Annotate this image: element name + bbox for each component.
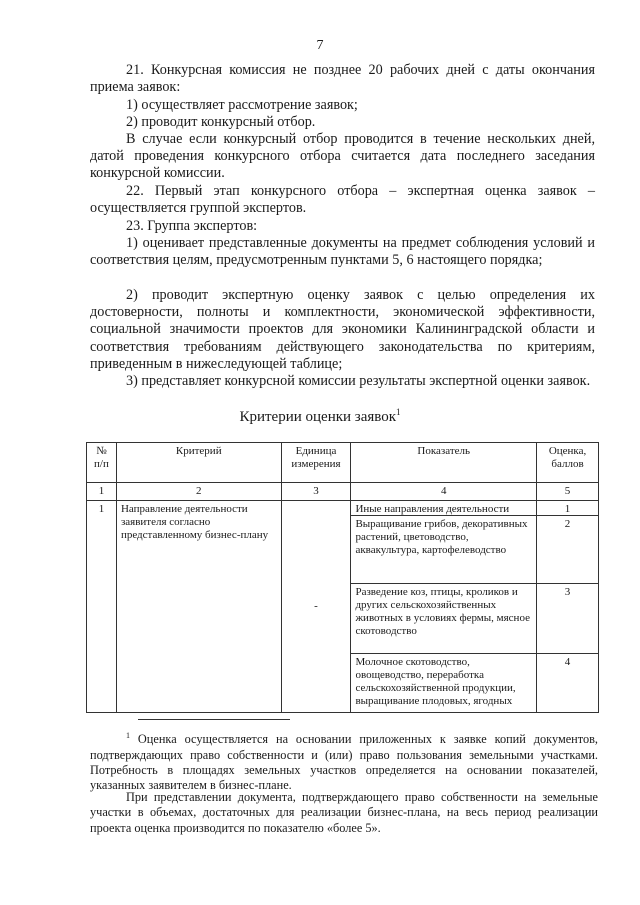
page-number: 7 [316,38,324,53]
table-caption-text: Критерии оценки заявок [239,409,397,425]
column-number: 5 [537,483,599,501]
paragraph-21-note: В случае если конкурсный отбор проводится в течение нескольких дней, датой проведения конкурсного отбора считается дата последнего заседания конкурсной комиссии. [90,131,595,182]
indicator-score: 3 [537,584,598,654]
paragraph-22: 22. Первый этап конкурсного отбора – экспертная оценка заявок – осуществляется группой экспертов. [90,183,595,217]
paragraph-21-item-1: 1) осуществляет рассмотрение заявок; [126,97,358,113]
table-caption [0,407,640,426]
row-scores [537,501,599,713]
column-number-row [87,483,599,501]
paragraph-23-item-1: 1) оценивает представленные документы на предмет соблюдения условий и соответствия целям, предусмотренным пунктами 5, 6 настоящего порядка; [90,235,595,269]
paragraph-21: 21. Конкурсная комиссия не позднее 20 рабочих дней с даты окончания приема заявок: [90,62,595,96]
indicator-text: Выращивание грибов, декоративных растений, цветоводство, аквакультура, картофелеводство [351,516,536,584]
table-row [87,501,599,713]
table-caption-footnote-ref: 1 [396,407,401,417]
footnote-text-1: Оценка осуществляется на основании приложенных к заявке копий документов, подтверждающих право собственности и (или) право пользования земельными участками. Потребность в площадях земельных участков определяется на основании показателей, указанных заявителем в бизнес-плане. [90,732,599,793]
indicator-text: Иные направления деятельности [351,501,536,516]
row-criterion: Направление деятельности заявителя согласно представленному бизнес-плану [116,501,281,713]
table-header-row [87,443,599,483]
criteria-table [86,442,599,713]
indicator-text: Молочное скотоводство, овощеводство, переработка сельскохозяйственной продукции, выращивание плодовых, ягодных [355,656,516,707]
indicator-score: 4 [564,656,571,668]
header-number: № п/п [87,443,117,483]
footnote-text-2: При представлении документа, подтверждающего право собственности на земельные участки в объемах, достаточных для реализации бизнес-плана, на весь период реализации проекта оценка производится по показателю «более 5». [90,790,598,835]
column-number: 2 [116,483,281,501]
footnote-mark: 1 [126,731,130,740]
paragraph-21-item-2: 2) проводит конкурсный отбор. [126,114,316,130]
paragraph-23-item-2: 2) проводит экспертную оценку заявок с целью определения их достоверности, полноты и комплектности, экономической эффективности, социальной значимости проектов для экономики Калининградской области и соответствия требованиям действующего законодательства по критериям, приведенным в нижеследующей таблице; [90,287,595,372]
indicator-score: 2 [537,516,598,584]
paragraph-23: 23. Группа экспертов: [126,218,258,234]
header-unit: Единица измерения [281,443,351,483]
footnote-1 [90,728,598,794]
footnote-separator [138,719,290,720]
column-number: 3 [281,483,351,501]
header-indicator: Показатель [351,443,537,483]
header-criterion: Критерий [116,443,281,483]
row-number: 1 [87,501,117,713]
column-number: 1 [87,483,117,501]
header-score: Оценка, баллов [537,443,599,483]
row-indicators [351,501,537,713]
indicator-text: Разведение коз, птицы, кроликов и других сельскохозяйственных животных в условиях фермы, мясное скотоводство [351,584,536,654]
paragraph-23-item-3: 3) представляет конкурсной комиссии результаты экспертной оценки заявок. [126,373,591,389]
column-number: 4 [351,483,537,501]
row-unit: - [281,501,351,713]
indicator-score: 1 [537,501,598,516]
